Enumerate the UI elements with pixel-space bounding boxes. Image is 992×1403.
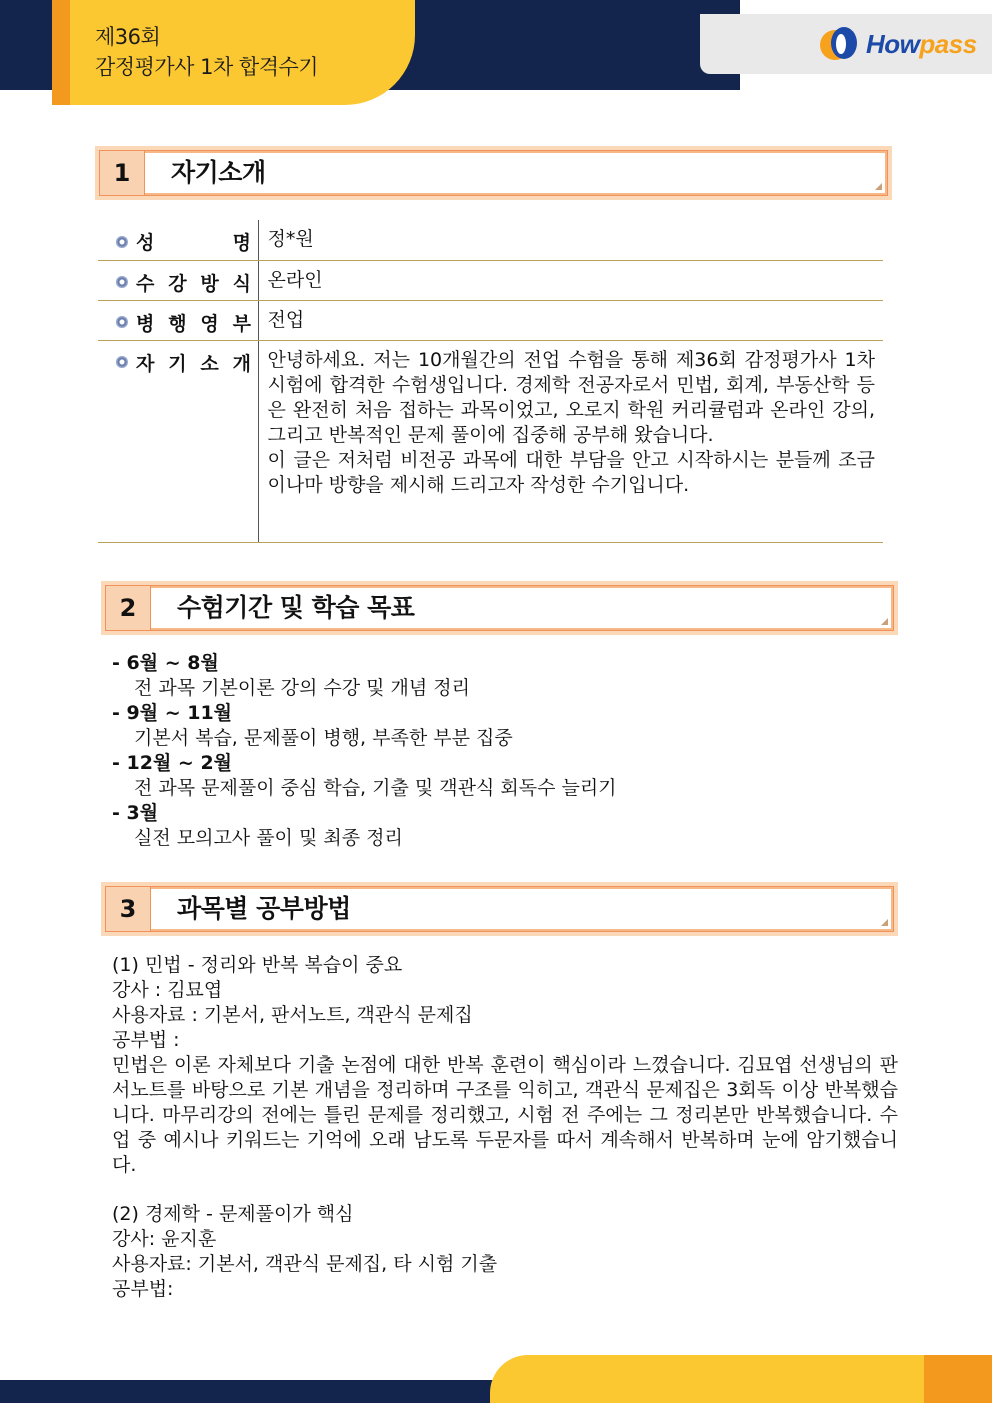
bullet-icon (116, 356, 128, 368)
section-title: 자기소개 (171, 158, 266, 187)
materials: 사용자료 : 기본서, 판서노트, 객관식 문제집 (112, 1004, 473, 1026)
method-label: 공부법: (112, 1278, 174, 1300)
row-label: 성 명 (136, 232, 251, 254)
timeline-desc: 기본서 복습, 문제풀이 병행, 부족한 부분 집중 (134, 727, 513, 749)
corner-mark (881, 919, 888, 926)
bullet-icon (116, 316, 128, 328)
subject-heading: (1) 민법 - 정리와 반복 복습이 중요 (112, 954, 403, 976)
study-timeline (112, 651, 912, 851)
profile-name-value: 정*원 (258, 220, 883, 260)
title-line-2: 감정평가사 1차 합격수기 (95, 55, 319, 79)
header-orange-stripe (52, 0, 70, 105)
section-3-header (101, 882, 898, 936)
profile-study-mode-value: 온라인 (258, 260, 883, 300)
row-label: 수 강 방 식 (136, 272, 251, 295)
howpass-logo-icon (818, 26, 860, 62)
timeline-period: - 9월 ~ 11월 (112, 702, 233, 724)
civil-law-method (112, 953, 898, 1178)
profile-row-work-status (98, 300, 883, 340)
corner-mark (881, 618, 888, 625)
corner-mark (875, 183, 882, 190)
timeline-period: - 3월 (112, 802, 159, 824)
logo-text: Howpass (866, 28, 977, 59)
timeline-item (112, 751, 912, 801)
profile-table (98, 220, 883, 543)
profile-work-status-value: 전업 (258, 300, 883, 340)
section-2-header (101, 581, 898, 635)
method-label: 공부법 : (112, 1029, 180, 1051)
timeline-period: - 6월 ~ 8월 (112, 652, 219, 674)
profile-row-name (98, 220, 883, 260)
method-text: 민법은 이론 자체보다 기출 논점에 대한 반복 훈련이 핵심이라 느꼈습니다. 김묘엽 선생님의 판서노트를 바탕으로 기본 개념을 정리하며 구조를 익히고, 객관식 문제집은 3회독 이상 반복했습니다. 마무리강의 전에는 틀린 문제를 정리했고, 시험 전 주에는 그 정리본만 반복했습니다. 수업 중 예시나 키워드는 기억에 오래 남도록 두문자를 따서 계속해서 반복하며 눈에 암기했습니다. (112, 1054, 898, 1176)
section-number: 2 (105, 585, 151, 631)
section-number: 1 (99, 150, 145, 196)
intro-paragraph-2: 이 글은 저처럼 비전공 과목에 대한 부담을 안고 시작하시는 분들께 조금이나마 방향을 제시해 드리고자 작성한 수기입니다. (267, 448, 875, 496)
intro-paragraph-1: 안녕하세요. 저는 10개월간의 전업 수험을 통해 제36회 감정평가사 1차 시험에 합격한 수험생입니다. 경제학 전공자로서 민법, 회계, 부동산학 등은 완전히 처음 접하는 과목이었고, 오로지 학원 커리큘럼과 온라인 강의, 그리고 반복적인 문제 풀이에 집중해 공부해 왔습니다. (267, 348, 875, 446)
row-label: 병 행 영 부 (136, 312, 251, 335)
bullet-icon (116, 276, 128, 288)
instructor: 강사 : 김묘엽 (112, 979, 223, 1001)
profile-row-study-mode (98, 260, 883, 300)
document-title (95, 22, 318, 82)
footer-orange-block (924, 1355, 992, 1403)
profile-row-intro (98, 340, 883, 542)
economics-method (112, 1202, 898, 1302)
footer-yellow-band (490, 1355, 930, 1403)
instructor: 강사: 윤지훈 (112, 1228, 217, 1250)
timeline-item (112, 651, 912, 701)
section-title: 과목별 공부방법 (177, 894, 351, 923)
section-number: 3 (105, 886, 151, 932)
section-title: 수험기간 및 학습 목표 (177, 593, 415, 622)
timeline-desc: 전 과목 문제풀이 중심 학습, 기출 및 객관식 회독수 늘리기 (134, 777, 617, 799)
timeline-period: - 12월 ~ 2월 (112, 752, 233, 774)
timeline-item (112, 801, 912, 851)
subject-heading: (2) 경제학 - 문제풀이가 핵심 (112, 1203, 354, 1225)
materials: 사용자료: 기본서, 객관식 문제집, 타 시험 기출 (112, 1253, 498, 1275)
howpass-logo (818, 24, 977, 64)
profile-intro-value (258, 340, 883, 542)
timeline-item (112, 701, 912, 751)
timeline-desc: 전 과목 기본이론 강의 수강 및 개념 정리 (134, 677, 470, 699)
section-1-header (95, 146, 892, 200)
timeline-desc: 실전 모의고사 풀이 및 최종 정리 (134, 827, 403, 849)
bullet-icon (116, 236, 128, 248)
row-label: 자 기 소 개 (136, 352, 251, 375)
title-line-1: 제36회 (95, 25, 161, 49)
